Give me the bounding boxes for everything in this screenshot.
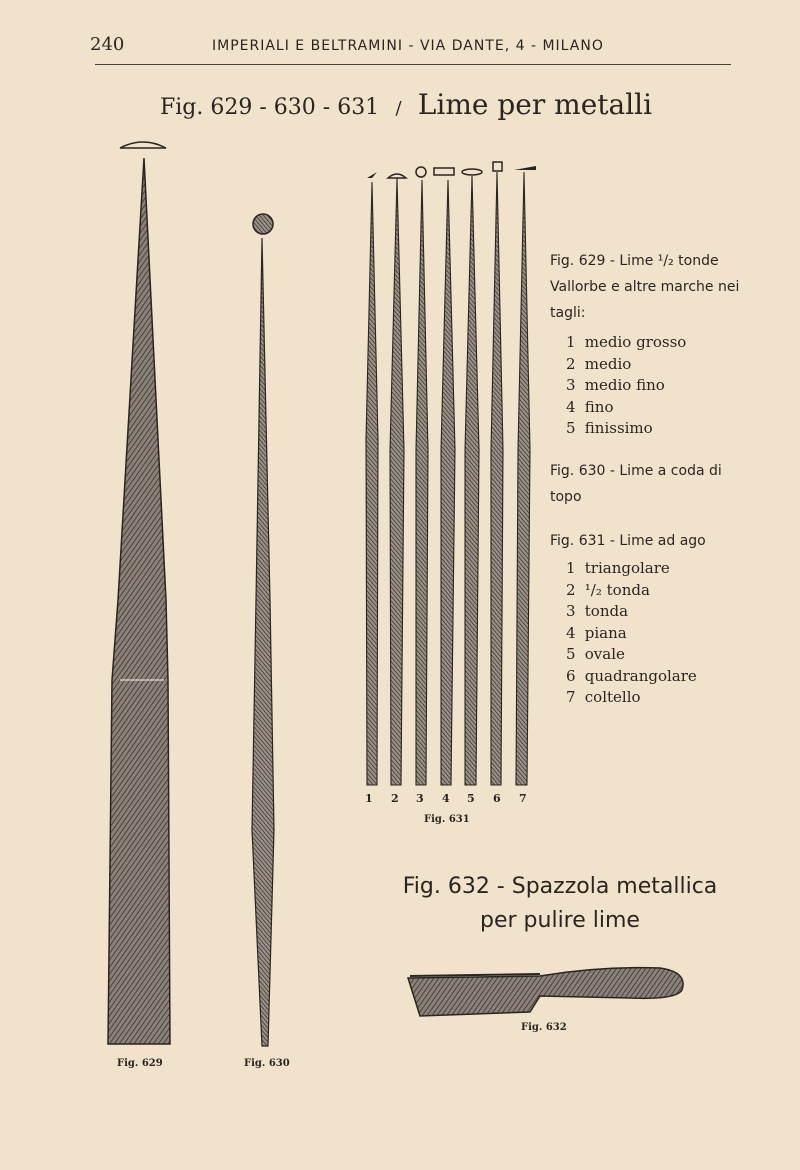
list-item: 6 quadrangolare: [566, 666, 697, 685]
list-item: 2 medio: [566, 354, 632, 373]
fig629-description: Fig. 629 - Lime ¹/₂ tonde Vallorbe e altre marche nei tagli:: [550, 253, 740, 321]
list-item: 1 medio grosso: [566, 333, 687, 351]
list-item: 2 ¹/₂ tonda: [566, 580, 650, 599]
fig631-list: [566, 558, 697, 709]
fig630-description: Fig. 630 - Lime a coda di topo: [550, 463, 722, 505]
profile-oval-icon: [462, 169, 482, 175]
fig632-title-line1: Fig. 632 - Spazzola metallica: [402, 874, 718, 899]
fig632-title-line2: per pulire lime: [480, 908, 640, 933]
profile-knife-icon: [514, 166, 536, 170]
fig629-list: [566, 332, 686, 440]
list-item: 3 tonda: [566, 602, 629, 620]
fig632-caption: Fig. 632: [521, 1022, 567, 1033]
file-number: 2: [391, 792, 399, 805]
list-item: 4 fino: [566, 397, 614, 416]
title-fig-numbers: Fig. 629 - 630 - 631: [160, 95, 380, 120]
fig631-needle-files: [366, 162, 536, 785]
fig629-half-round-file: [108, 142, 170, 1044]
fig629-profile-icon: [120, 142, 166, 148]
list-item: 4 piana: [566, 623, 627, 642]
title-text: Lime per metalli: [417, 88, 653, 121]
page-number: 240: [90, 34, 125, 55]
fig629-caption: Fig. 629: [117, 1058, 163, 1069]
list-item: 3 medio fino: [566, 376, 665, 394]
list-item: 7 coltello: [566, 688, 641, 706]
fig631-description: Fig. 631 - Lime ad ago: [550, 533, 706, 549]
fig632-title: [385, 870, 735, 938]
running-header: IMPERIALI E BELTRAMINI - VIA DANTE, 4 - MILANO: [212, 38, 604, 54]
fig630-profile-icon: [253, 214, 273, 234]
fig630-caption: Fig. 630: [244, 1058, 290, 1069]
file-number: 3: [416, 792, 424, 805]
list-item: 5 ovale: [566, 645, 625, 663]
profile-triangular-icon: [367, 172, 377, 178]
file-number: 1: [365, 792, 373, 805]
fig630-rat-tail-file: [252, 214, 274, 1046]
profile-square-icon: [493, 162, 502, 171]
title-separator: /: [395, 98, 402, 119]
fig631-caption: Fig. 631: [424, 814, 470, 825]
profile-flat-icon: [434, 168, 454, 175]
profile-round-icon: [416, 167, 426, 177]
list-item: 5 finissimo: [566, 419, 653, 437]
list-item: 1 triangolare: [566, 559, 670, 577]
file-number: 7: [519, 792, 527, 805]
profile-half-round-icon: [388, 174, 406, 178]
file-number: 6: [493, 792, 501, 805]
file-number: 5: [467, 792, 475, 805]
file-number: 4: [442, 792, 450, 805]
fig632-file-brush: [408, 968, 683, 1016]
